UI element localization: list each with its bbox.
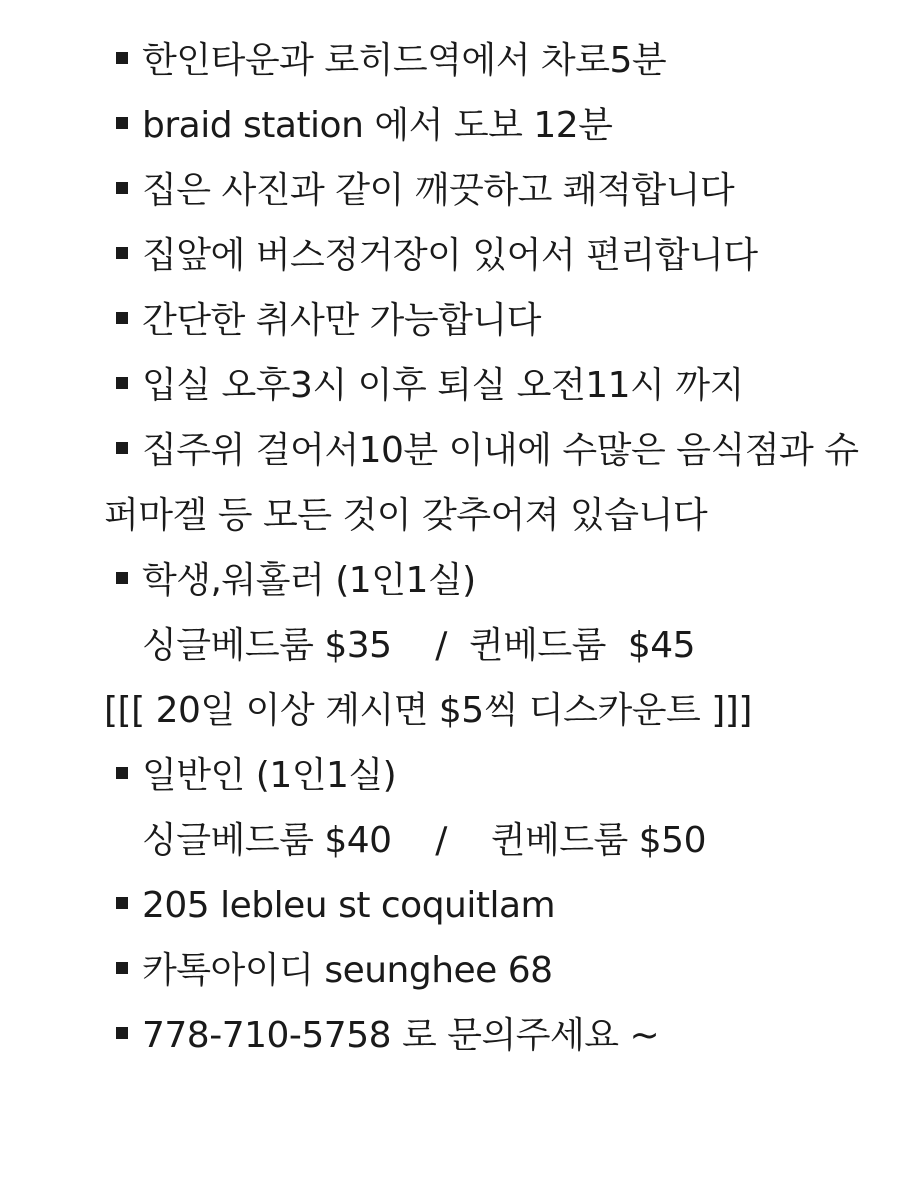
bullet-icon bbox=[116, 897, 128, 909]
bullet-icon bbox=[116, 312, 128, 324]
list-item bbox=[104, 158, 884, 223]
price-line: 싱글베드룸 $35 / 퀸베드룸 $45 bbox=[142, 625, 696, 666]
item-text: 일반인 (1인1실) bbox=[142, 755, 397, 796]
list-item bbox=[104, 938, 884, 1003]
bullet-icon bbox=[116, 117, 128, 129]
list-item bbox=[104, 1003, 884, 1068]
list-item bbox=[104, 873, 884, 938]
list-item bbox=[104, 548, 884, 613]
list-item bbox=[104, 93, 884, 158]
list-item bbox=[104, 28, 884, 93]
price-line: 싱글베드룸 $40 / 퀸베드룸 $50 bbox=[142, 820, 706, 861]
item-text: 학생,워홀러 (1인1실) bbox=[142, 560, 476, 601]
bullet-icon bbox=[116, 767, 128, 779]
list-item bbox=[104, 353, 884, 418]
bullet-icon bbox=[116, 182, 128, 194]
list-item bbox=[104, 743, 884, 808]
discount-note: [[[ 20일 이상 계시면 $5씩 디스카운트 ]]] bbox=[104, 690, 752, 731]
bullet-icon bbox=[116, 442, 128, 454]
list-item bbox=[104, 288, 884, 353]
item-text: 입실 오후3시 이후 퇴실 오전11시 까지 bbox=[142, 365, 744, 406]
bullet-icon bbox=[116, 52, 128, 64]
item-text: 간단한 취사만 가능합니다 bbox=[142, 300, 541, 341]
item-text: 카톡아이디 seunghee 68 bbox=[142, 950, 553, 991]
bullet-icon bbox=[116, 377, 128, 389]
listing-text bbox=[104, 28, 884, 1068]
item-text: 205 lebleu st coquitlam bbox=[142, 885, 556, 926]
list-item bbox=[104, 418, 884, 548]
item-text: 집앞에 버스정거장이 있어서 편리합니다 bbox=[142, 235, 758, 276]
bullet-icon bbox=[116, 962, 128, 974]
bullet-icon bbox=[116, 1027, 128, 1039]
item-text: braid station 에서 도보 12분 bbox=[142, 105, 613, 146]
bullet-icon bbox=[116, 572, 128, 584]
bullet-icon bbox=[116, 247, 128, 259]
item-text: 집은 사진과 같이 깨끗하고 쾌적합니다 bbox=[142, 170, 735, 211]
item-text: 한인타운과 로히드역에서 차로5분 bbox=[142, 40, 667, 81]
list-item bbox=[104, 223, 884, 288]
item-text: 778-710-5758 로 문의주세요 ~ bbox=[142, 1015, 660, 1056]
item-text: 집주위 걸어서10분 이내에 수많은 음식점과 슈퍼마겔 등 모든 것이 갖추어져 있습니다 bbox=[104, 430, 859, 536]
